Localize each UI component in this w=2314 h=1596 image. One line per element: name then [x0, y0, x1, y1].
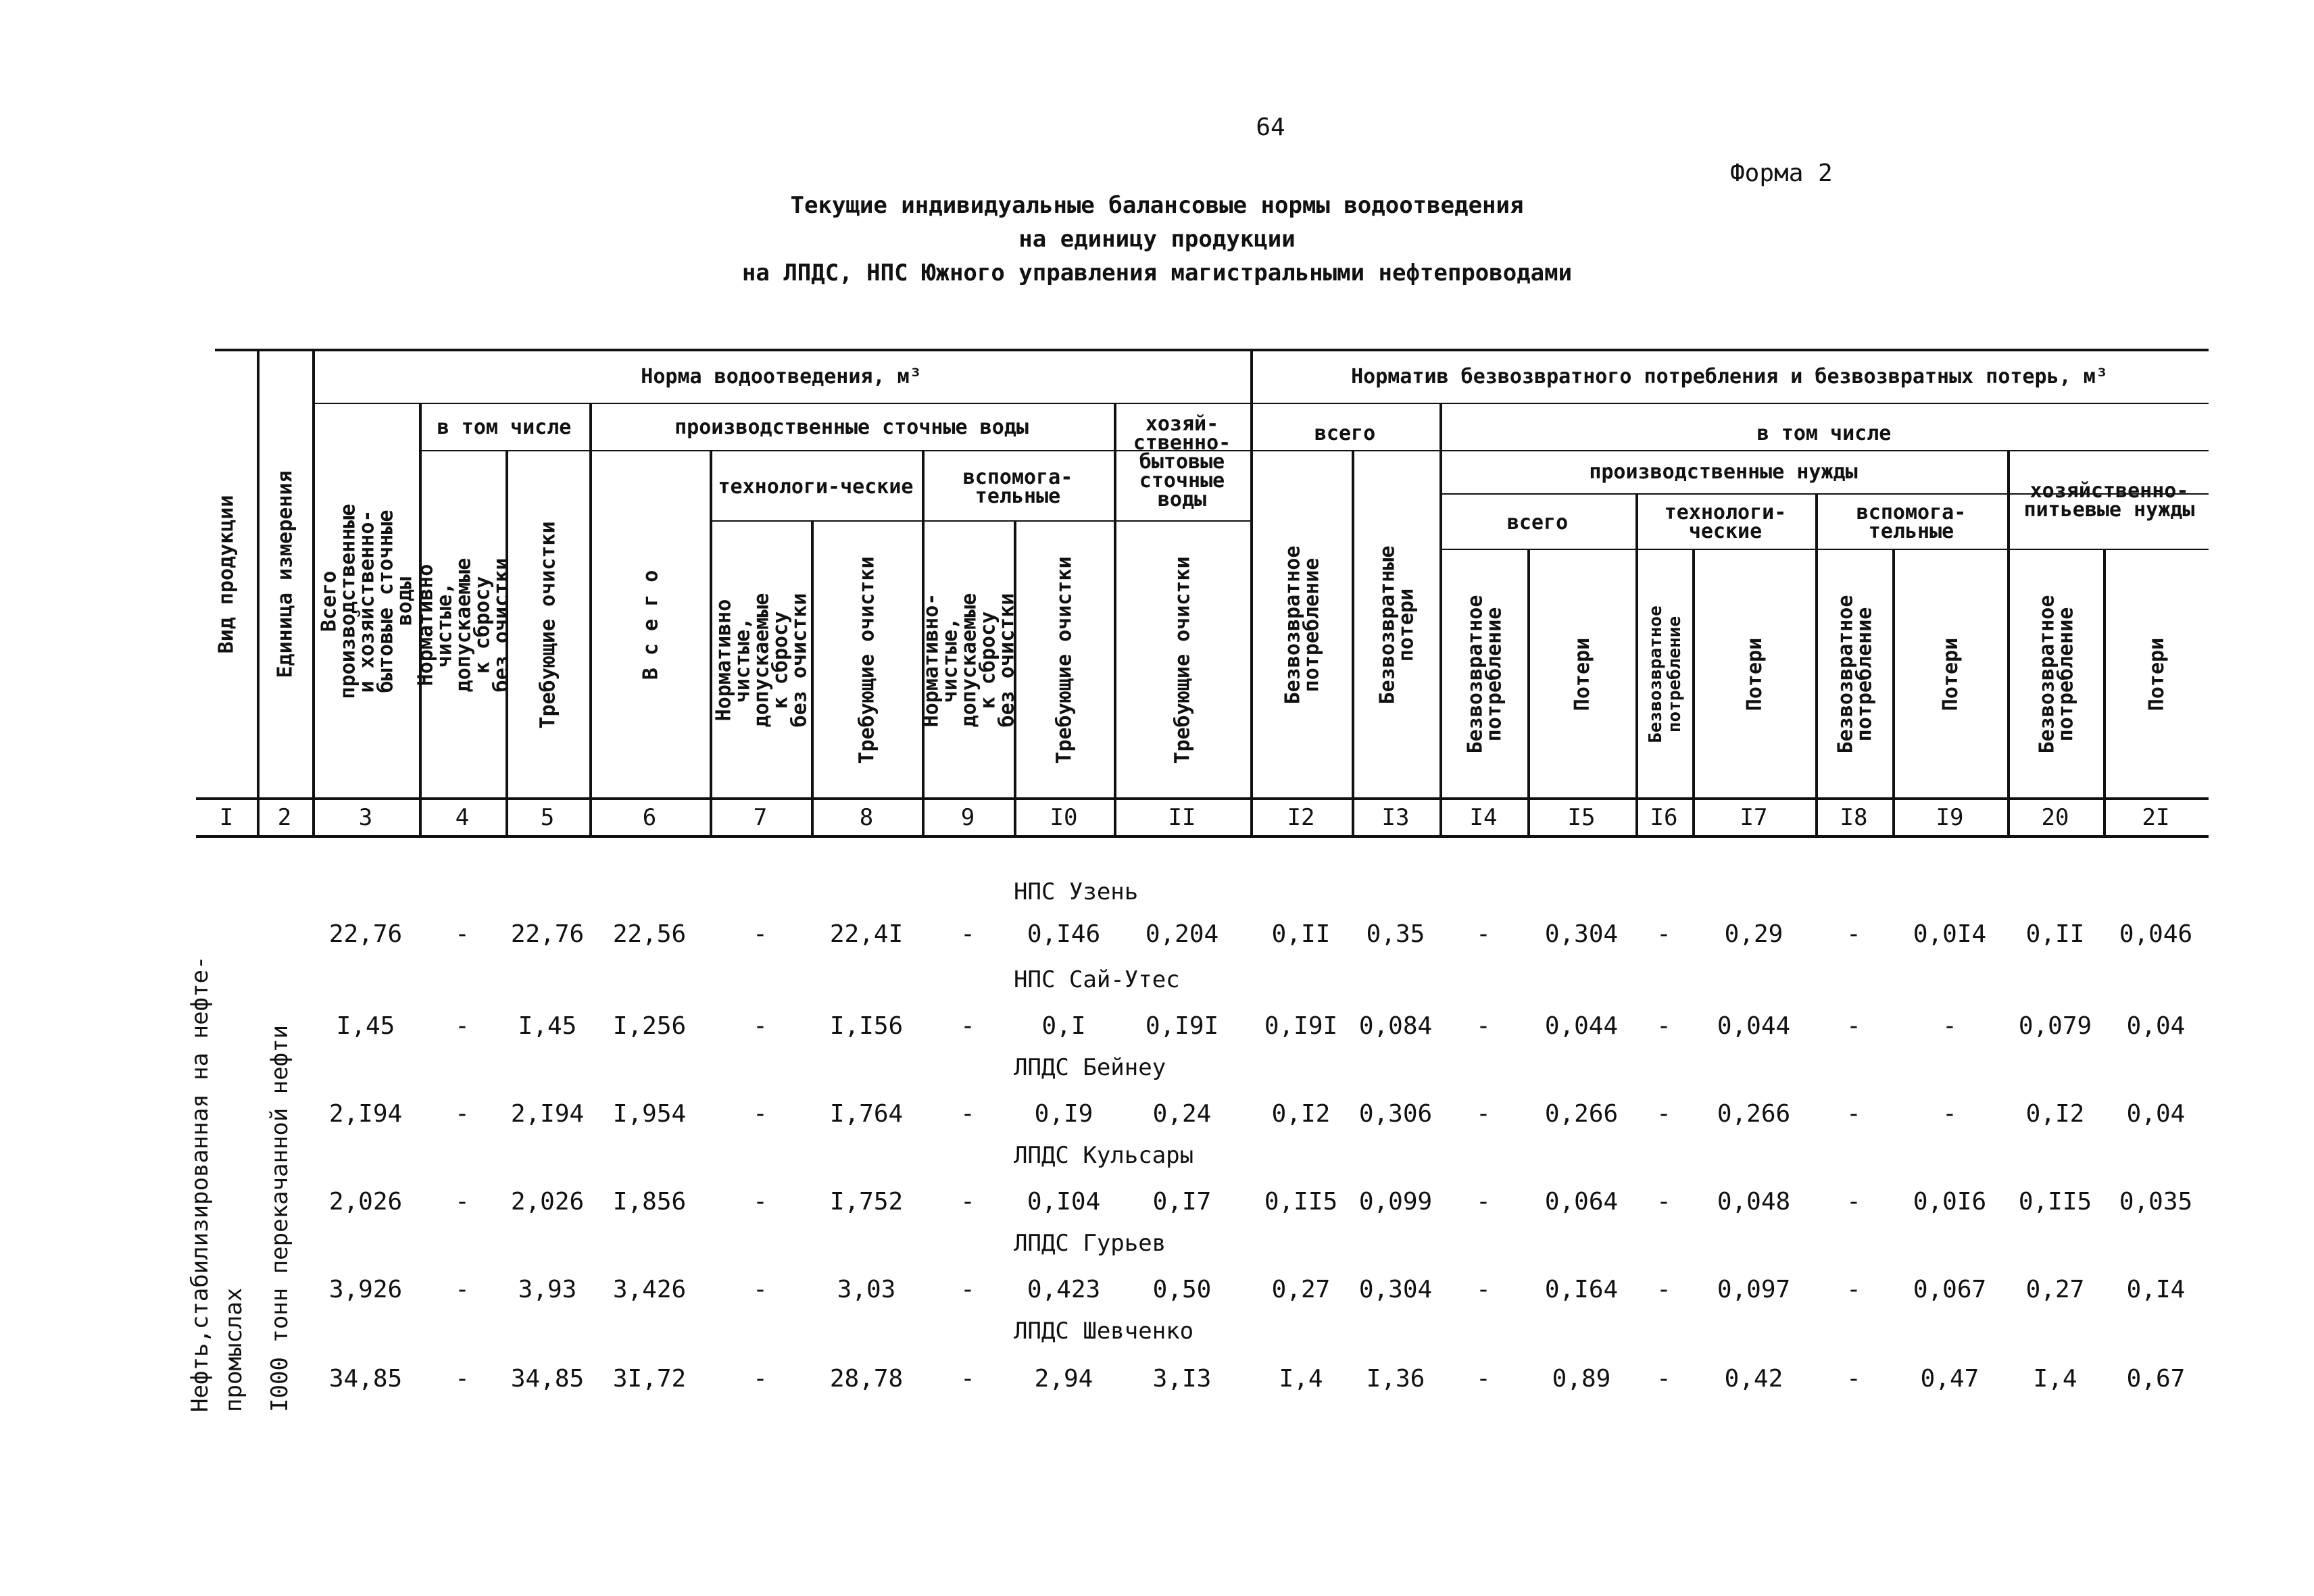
col-header-3: Всего производственные и хозяйственно-бытовые сточные воды — [317, 503, 417, 699]
table-cell: 0,29 — [1724, 920, 1783, 948]
column-number: I0 — [1050, 804, 1078, 831]
table-cell: 0,04 — [2126, 1100, 2186, 1128]
table-cell: - — [1476, 1188, 1491, 1216]
table-cell: I,954 — [612, 1100, 687, 1128]
table-cell: - — [1656, 1365, 1671, 1393]
col-header-20: Безвозвратное потребление — [2035, 595, 2077, 754]
table-cell: - — [1846, 1188, 1861, 1216]
table-cell: 0,048 — [1717, 1188, 1791, 1216]
col-header-11: Требующие очистки — [1171, 556, 1196, 764]
title-line-2: на единицу продукции — [1018, 226, 1296, 253]
table-cell: - — [1846, 920, 1861, 948]
table-cell: - — [1656, 1100, 1671, 1128]
table-cell: 22,76 — [328, 920, 403, 948]
table-cell: 34,85 — [510, 1365, 585, 1393]
col-header-17: Потери — [1743, 637, 1767, 712]
table-cell: - — [455, 1365, 470, 1393]
table-cell: I,36 — [1366, 1365, 1425, 1393]
station-name: ЛПДС Шевченко — [1014, 1318, 1194, 1345]
table-cell: - — [960, 1012, 975, 1040]
table-cell: 3,426 — [612, 1276, 687, 1303]
table-cell: - — [1476, 1365, 1491, 1393]
table-cell: - — [455, 1276, 470, 1303]
table-cell: 0,079 — [2018, 1012, 2092, 1040]
table-cell: 0,I2 — [2025, 1100, 2085, 1128]
table-cell: - — [455, 1100, 470, 1128]
table-cell: 0,42 — [1724, 1365, 1783, 1393]
col-header-18: Безвозвратное потребление — [1833, 595, 1876, 754]
column-number: 3 — [358, 804, 373, 831]
column-number: I8 — [1840, 804, 1868, 831]
table-cell: - — [960, 1276, 975, 1303]
table-cell: 3,03 — [837, 1276, 896, 1303]
table-cell: 0,47 — [1920, 1365, 1979, 1393]
table-cell: 0,064 — [1544, 1188, 1619, 1216]
table-cell: - — [455, 1188, 470, 1216]
table-cell: 22,76 — [510, 920, 585, 948]
column-number: 8 — [859, 804, 874, 831]
table-cell: 0,099 — [1358, 1188, 1433, 1216]
table-cell: I,856 — [612, 1188, 687, 1216]
table-cell: 0,304 — [1358, 1276, 1433, 1303]
header-water-disposal-norm: Норма водоотведения, м³ — [641, 365, 922, 389]
col-header-2: Единица измерения — [274, 470, 298, 678]
form-label: Форма 2 — [1730, 159, 1833, 187]
table-cell: 2,94 — [1034, 1365, 1093, 1393]
col-header-16: Безвозвратное потребление — [1646, 605, 1685, 743]
table-cell: - — [1656, 920, 1671, 948]
table-cell: 0,24 — [1152, 1100, 1212, 1128]
column-number: I — [219, 804, 234, 831]
table-cell: 0,067 — [1913, 1276, 1987, 1303]
product-unit: I000 тонн перекачанной нефти — [266, 1024, 293, 1412]
table-cell: 0,I9 — [1034, 1100, 1093, 1128]
column-number: 2I — [2142, 804, 2170, 831]
col-header-19: Потери — [1939, 637, 1963, 712]
table-cell: 2,026 — [328, 1188, 403, 1216]
col-header-21: Потери — [2145, 637, 2169, 712]
table-cell: 0,0I4 — [1913, 920, 1987, 948]
table-cell: - — [1656, 1276, 1671, 1303]
col-header-12: Безвозвратное потребление — [1281, 545, 1323, 705]
column-number: 20 — [2041, 804, 2069, 831]
column-number: I3 — [1381, 804, 1410, 831]
table-cell: 0,304 — [1544, 920, 1619, 948]
table-cell: 0,35 — [1366, 920, 1425, 948]
table-cell: I,752 — [829, 1188, 904, 1216]
col-header-4: Нормативно чистые, допускаемые к сбросу без очистки — [414, 557, 513, 693]
column-number: 6 — [642, 804, 657, 831]
table-cell: - — [1846, 1012, 1861, 1040]
column-number: I6 — [1650, 804, 1678, 831]
table-cell: 3,926 — [328, 1276, 403, 1303]
table-cell: 0,266 — [1717, 1100, 1791, 1128]
table-cell: - — [1942, 1100, 1957, 1128]
table-cell: - — [1476, 1012, 1491, 1040]
column-number: II — [1168, 804, 1196, 831]
header-auxiliary-2: вспомога-тельные — [1856, 501, 1967, 543]
column-number: I4 — [1469, 804, 1498, 831]
column-number: 4 — [455, 804, 470, 831]
table-cell: I,I56 — [829, 1012, 904, 1040]
col-header-1: Вид продукции — [214, 495, 238, 654]
header-prod-total: всего — [1506, 511, 1569, 534]
table-cell: 34,85 — [328, 1365, 403, 1393]
table-cell: - — [1656, 1012, 1671, 1040]
table-cell: 0,035 — [2119, 1188, 2193, 1216]
col-header-14: Безвозвратное потребление — [1463, 595, 1506, 754]
table-cell: 0,I4 — [2126, 1276, 2186, 1303]
table-cell: 0,I2 — [1271, 1100, 1331, 1128]
col-header-10: Требующие очистки — [1053, 556, 1077, 764]
col-header-5: Требующие очистки — [537, 521, 561, 729]
station-name: ЛПДС Кульсары — [1014, 1142, 1194, 1169]
column-number: 5 — [540, 804, 555, 831]
table-cell: 2,026 — [510, 1188, 585, 1216]
table-cell: - — [753, 1012, 768, 1040]
table-cell: - — [1846, 1100, 1861, 1128]
table-cell: - — [1476, 920, 1491, 948]
page-number: 64 — [1256, 114, 1285, 141]
column-number: 7 — [753, 804, 768, 831]
table-cell: - — [1476, 1100, 1491, 1128]
table-cell: I,45 — [518, 1012, 577, 1040]
table-cell: 0,I9I — [1264, 1012, 1338, 1040]
table-cell: 22,4I — [829, 920, 904, 948]
table-cell: 0,I9I — [1145, 1012, 1219, 1040]
table-cell: I,764 — [829, 1100, 904, 1128]
table-cell: 0,0I6 — [1913, 1188, 1987, 1216]
table-cell: 2,I94 — [510, 1100, 585, 1128]
col-header-13: Безвозвратные потери — [1375, 545, 1418, 705]
table-cell: 28,78 — [829, 1365, 904, 1393]
table-cell: 0,II — [2025, 920, 2085, 948]
header-technological-2: технологи-ческие — [1664, 501, 1787, 543]
header-prod-waste: производственные сточные воды — [674, 416, 1029, 439]
table-cell: 0,I04 — [1027, 1188, 1101, 1216]
table-cell: - — [753, 1188, 768, 1216]
table-cell: 0,423 — [1027, 1276, 1101, 1303]
table-cell: I,45 — [336, 1012, 395, 1040]
header-household-waste: хозяй-ственно-бытовые сточные воды — [1133, 412, 1231, 512]
header-technological: технологи-ческие — [718, 475, 914, 499]
table-cell: I,4 — [1279, 1365, 1323, 1393]
col-header-6: В с е г о — [639, 570, 662, 680]
header-total: всего — [1314, 422, 1376, 445]
table-cell: - — [1846, 1276, 1861, 1303]
table-cell: I,256 — [612, 1012, 687, 1040]
table-cell: 0,I64 — [1544, 1276, 1619, 1303]
table-cell: - — [1656, 1188, 1671, 1216]
table-cell: 0,266 — [1544, 1100, 1619, 1128]
table-cell: 0,27 — [1271, 1276, 1331, 1303]
table-cell: 0,II — [1271, 920, 1331, 948]
table-cell: 0,I7 — [1152, 1188, 1212, 1216]
table-cell: 0,04 — [2126, 1012, 2186, 1040]
column-number: I9 — [1936, 804, 1964, 831]
station-name: ЛПДС Бейнеу — [1014, 1054, 1166, 1081]
col-header-15: Потери — [1571, 637, 1594, 712]
table-cell: 0,204 — [1145, 920, 1219, 948]
title-line-1: Текущие индивидуальные балансовые нормы водоотведения — [790, 192, 1524, 219]
table-cell: - — [960, 1100, 975, 1128]
header-in-that-number-right: в том числе — [1756, 422, 1892, 445]
table-cell: 0,097 — [1717, 1276, 1791, 1303]
table-cell: 0,044 — [1717, 1012, 1791, 1040]
col-header-8: Требующие очистки — [856, 556, 880, 764]
product-name-line-2: промыслах — [220, 1287, 247, 1412]
table-cell: - — [960, 1365, 975, 1393]
column-number: I7 — [1740, 804, 1768, 831]
table-cell: 2,I94 — [328, 1100, 403, 1128]
table-cell: - — [1846, 1365, 1861, 1393]
table-cell: 0,044 — [1544, 1012, 1619, 1040]
table-cell: 0,II5 — [2018, 1188, 2092, 1216]
table-cell: 3I,72 — [612, 1365, 687, 1393]
table-cell: 3,93 — [518, 1276, 577, 1303]
table-cell: 0,50 — [1152, 1276, 1212, 1303]
header-irretrievable-norm: Норматив безвозвратного потребления и безвозвратных потерь, м³ — [1351, 365, 2108, 389]
title-line-3: на ЛПДС, НПС Южного управления магистральными нефтепроводами — [741, 259, 1573, 286]
table-cell: - — [753, 1276, 768, 1303]
column-number: 2 — [277, 804, 292, 831]
table-cell: 0,27 — [2025, 1276, 2085, 1303]
table-cell: - — [960, 1188, 975, 1216]
table-cell: 0,084 — [1358, 1012, 1433, 1040]
col-header-9: Нормативно-чистые, допускаемые к сбросу без очистки — [919, 593, 1018, 728]
table-cell: 22,56 — [612, 920, 687, 948]
table-cell: 0,89 — [1552, 1365, 1611, 1393]
table-cell: - — [1942, 1012, 1957, 1040]
table-cell: - — [753, 1100, 768, 1128]
column-number: 9 — [960, 804, 975, 831]
station-name: НПС Сай-Утес — [1014, 966, 1180, 993]
header-in-that-number: в том числе — [437, 416, 572, 439]
column-number: I2 — [1287, 804, 1315, 831]
table-cell: 0,306 — [1358, 1100, 1433, 1128]
product-name-line-1: Нефть,стабилизированная на нефте- — [187, 955, 214, 1412]
table-cell: - — [455, 920, 470, 948]
station-name: ЛПДС Гурьев — [1014, 1230, 1166, 1257]
table-cell: 0,I46 — [1027, 920, 1101, 948]
table-cell: I,4 — [2033, 1365, 2077, 1393]
header-production-needs: производственные нужды — [1589, 460, 1858, 484]
col-header-7: Нормативно чистые, допускаемые к сбросу без очистки — [712, 593, 811, 728]
table-cell: - — [1476, 1276, 1491, 1303]
table-cell: - — [960, 920, 975, 948]
station-name: НПС Узень — [1014, 878, 1139, 905]
table-cell: 0,I — [1041, 1012, 1086, 1040]
column-number: I5 — [1567, 804, 1596, 831]
table-cell: 0,046 — [2119, 920, 2193, 948]
table-cell: - — [753, 920, 768, 948]
header-household-needs: хозяйственно-питьевые нужды — [2023, 479, 2195, 522]
table-cell: 0,67 — [2126, 1365, 2186, 1393]
table-cell: - — [753, 1365, 768, 1393]
header-auxiliary: вспомога-тельные — [962, 466, 1073, 508]
table-cell: 0,II5 — [1264, 1188, 1338, 1216]
table-cell: 3,I3 — [1152, 1365, 1212, 1393]
table-cell: - — [455, 1012, 470, 1040]
